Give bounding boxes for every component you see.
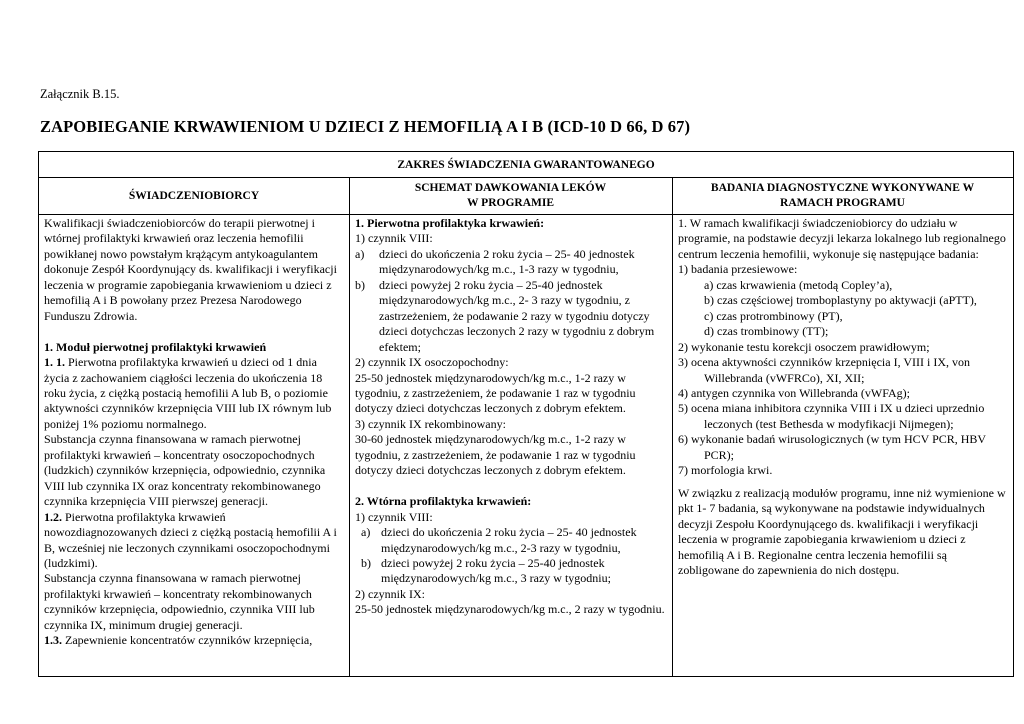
section-1-3: 1.3. Zapewnienie koncentratów czynników krzepnięcia,	[44, 633, 313, 648]
diagnostics-intro: 1. W ramach kwalifikacji świadczeniobiorcy do udziału w programie, na podstawie decyzji lekarza lokalnego lub regionalnego centrum leczenia hemofilii, wykonuje się następujące badania:	[678, 216, 1006, 261]
column-header-diagnostics: BADANIA DIAGNOSTYCZNE WYKONYWANE W RAMACH PROGRAMU	[672, 178, 1013, 215]
factor-ix-plasma-label: 2) czynnik IX osoczopochodny:	[355, 355, 509, 370]
blood-count: 7) morfologia krwi.	[678, 463, 773, 478]
factor-ix-plasma-dose: 25-50 jednostek międzynarodowych/kg m.c., 1-2 razy w tygodniu, z zastrzeżeniem, że podawanie 1 raz w tygodniu dotyczy dzieci dotychczas leczonych z dobrym efektem.	[355, 370, 636, 416]
section-1-2: 1.2. Pierwotna profilaktyka krwawień nowozdiagnozowanych dzieci z ciężką postacią hemofilii A i B, wcześniej nie leczonych czynnikami osoczopochodnymi (ludzkimi).	[44, 509, 337, 571]
factor-viii-under-2: a) dzieci do ukończenia 2 roku życia – 25- 40 jednostek międzynarodowych/kg m.c., 2-3 razy w tygodniu,	[361, 525, 637, 555]
pt: c) czas protrombinowy (PT),	[704, 308, 843, 323]
virology-tests: 6) wykonanie badań wirusologicznych (w tym HCV PCR, HBV PCR);	[678, 432, 986, 462]
bleeding-time: a) czas krwawienia (metodą Copley’a),	[704, 277, 893, 292]
diagnostics-column	[678, 216, 1008, 578]
inhibitor-titer: 5) ocena miana inhibitora czynnika VIII i IX u dzieci uprzednio leczonych (test Bethesda w modyfikacji Nijmegen);	[678, 401, 985, 431]
secondary-prophylaxis-title: 2. Wtórna profilaktyka krwawień:	[355, 494, 532, 509]
factor-viii-label: 1) czynnik VIII:	[355, 231, 433, 246]
factor-ix-recombinant-dose: 30-60 jednostek międzynarodowych/kg m.c., 1-2 razy w tygodniu, z zastrzeżeniem, że podawanie 1 raz w tygodniu dotyczy dzieci dotychczas leczonych z dobrym efektem.	[355, 432, 636, 478]
factor-ix-label: 2) czynnik IX:	[355, 586, 425, 601]
factor-viii-label: 1) czynnik VIII:	[355, 509, 433, 524]
plasma-correction-test: 2) wykonanie testu korekcji osoczem prawidłowym;	[678, 339, 930, 354]
column-header-dosage: SCHEMAT DAWKOWANIA LEKÓW W PROGRAMIE	[349, 178, 672, 215]
module1-title: 1. Moduł pierwotnej profilaktyki krwawień	[44, 339, 267, 354]
dosage-column	[355, 216, 667, 618]
primary-prophylaxis-title: 1. Pierwotna profilaktyka krwawień:	[355, 216, 545, 230]
factor-ix-dose: 25-50 jednostek międzynarodowych/kg m.c., 2 razy w tygodniu.	[355, 602, 665, 617]
beneficiaries-column	[44, 216, 341, 649]
program-table	[38, 151, 1014, 677]
section-1-1-substance: Substancja czynna finansowana w ramach pierwotnej profilaktyki krwawień – koncentraty osoczopochodnych (ludzkich) czynników krzepnięcia, odpowiednio, czynnika VIII lub czynnika IX oraz koncentraty rekombinowanego czynnika krzepnięcia VIII pierwszej generacji.	[44, 432, 326, 509]
factor-viii-under-2: a) dzieci do ukończenia 2 roku życia – 25- 40 jednostek międzynarodowych/kg m.c., 1-3 razy w tygodniu,	[355, 246, 635, 277]
annex-label: Załącznik B.15.	[40, 87, 120, 101]
column-divider	[349, 178, 350, 676]
factor-viii-over-2: b) dzieci powyżej 2 roku życia – 25-40 jednostek międzynarodowych/kg m.c., 3 razy w tygodniu;	[361, 556, 611, 586]
qualification-intro: Kwalifikacji świadczeniobiorców do terapii pierwotnej i wtórnej profilaktyki krwawień oraz leczenia hemofilii powikłanej nowo powstałym krążącym antykoagulantem dokonuje Zespół Koordynujący ds. kwalifikacji i weryfikacji leczenia w programie zapobiegania krwawieniom u dzieci z hemofilią A i B powołany przez Prezesa Narodowego Funduszu Zdrowia.	[44, 216, 337, 323]
additional-tests-note: W związku z realizacją modułów programu, inne niż wymienione w pkt 1- 7 badania, są wykonywane na podstawie indywidualnych decyzji Zespołu Koordynującego ds. kwalifikacji i weryfikacji leczenia w programie zapobiegania krwawieniom u dzieci z hemofilią A i B. Regionalne centra leczenia hemofilii są zobligowane do zapewnienia do nich dostępu.	[678, 485, 1006, 577]
section-1-1: 1. 1. Pierwotna profilaktyka krwawień u dzieci od 1 dnia życia z zachowaniem ciągłości leczenia do ukończenia 18 roku życia, z ciężką postacią hemofilii A lub B, o poziomie aktywności czynników krzepnięcia VIII lub IX równym lub poniżej 1% poziomu normalnego.	[44, 355, 332, 431]
section-1-2-substance: Substancja czynna finansowana w ramach pierwotnej profilaktyki krwawień – koncentraty rekombinowanych czynników krzepnięcia, odpowiednio, czynnika VIII lub czynnika IX, minimum drugiej generacji.	[44, 571, 315, 632]
factor-viii-over-2: b) dzieci powyżej 2 roku życia – 25-40 jednostek międzynarodowych/kg m.c., 2- 3 razy w tygodniu, z zastrzeżeniem, że podawanie 2 razy w tygodniu dotyczy dzieci dotychczas leczonych 2 razy w tygodniu z dobrym efektem;	[355, 277, 655, 354]
factor-activity-test: 3) ocena aktywności czynników krzepnięcia I, VIII i IX, von Willebranda (vWFRCo), XI, XII;	[678, 355, 971, 385]
tt: d) czas trombinowy (TT);	[704, 324, 829, 339]
page-title: ZAPOBIEGANIE KRWAWIENIOM U DZIECI Z HEMOFILIĄ A I B (ICD-10 D 66, D 67)	[40, 117, 691, 136]
table-section-header: ZAKRES ŚWIADCZENIA GWARANTOWANEGO	[39, 152, 1013, 178]
aptt: b) czas częściowej tromboplastyny po aktywacji (aPTT),	[704, 293, 977, 308]
factor-ix-recombinant-label: 3) czynnik IX rekombinowany:	[355, 416, 506, 431]
column-divider	[672, 178, 673, 676]
vwf-antigen: 4) antygen czynnika von Willebranda (vWFAg);	[678, 385, 911, 400]
screening-tests-label: 1) badania przesiewowe:	[678, 262, 798, 277]
column-header-beneficiaries: ŚWIADCZENIOBIORCY	[39, 178, 349, 215]
